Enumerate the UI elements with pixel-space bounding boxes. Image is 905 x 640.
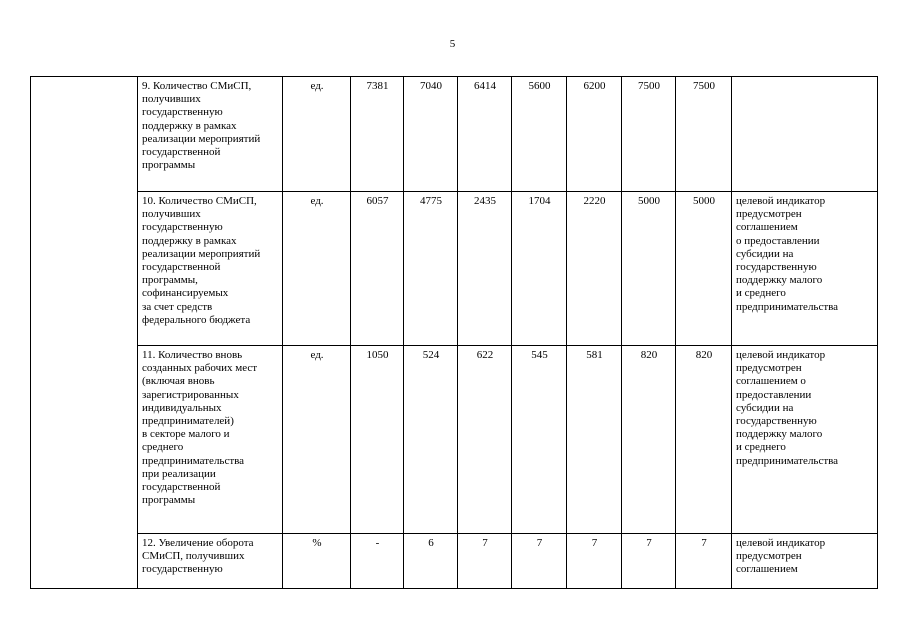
text-line: получивших — [142, 208, 201, 221]
indicator-name — [138, 534, 283, 589]
text-line: при реализации — [142, 467, 216, 480]
value-cell: 2220 — [567, 192, 622, 346]
text-line: предусмотрен — [736, 550, 802, 563]
text-line: предоставлении — [736, 388, 812, 401]
value-cell: 820 — [676, 346, 732, 534]
value-cell: 1704 — [512, 192, 567, 346]
text-line: софинансируемых — [142, 287, 229, 300]
value-cell: 5000 — [622, 192, 676, 346]
text-line: федерального бюджета — [142, 313, 251, 326]
text-line: за счет средств — [142, 300, 213, 313]
value-cell: 581 — [567, 346, 622, 534]
text-line: поддержку в рамках — [142, 234, 237, 247]
table-row — [31, 77, 878, 192]
text-line: поддержку малого — [736, 274, 823, 287]
text-line: соглашением — [736, 563, 798, 576]
text-line: предусмотрен — [736, 362, 802, 375]
unit-cell: ед. — [283, 192, 351, 346]
value-cell: 545 — [512, 346, 567, 534]
text-line: целевой индикатор — [736, 349, 826, 361]
text-line: предпринимательства — [736, 454, 839, 467]
text-line: целевой индикатор — [736, 537, 826, 549]
unit-cell: ед. — [283, 346, 351, 534]
value-cell: - — [351, 534, 404, 589]
text-line: соглашением о — [736, 375, 806, 388]
text-line: государственную — [142, 221, 223, 234]
text-line: программы — [142, 159, 196, 172]
text-line: программы, — [142, 274, 198, 287]
value-cell: 5600 — [512, 77, 567, 192]
text-line: 11. Количество вновь — [142, 349, 243, 361]
text-line: СМиСП, получивших — [142, 550, 245, 563]
value-cell: 6414 — [458, 77, 512, 192]
text-line: предпринимательства — [142, 454, 245, 467]
text-line: государственной — [142, 481, 221, 494]
note-cell — [732, 77, 878, 192]
text-line: и среднего — [736, 441, 786, 454]
indicator-name — [138, 346, 283, 534]
value-cell: 7 — [458, 534, 512, 589]
unit-cell: ед. — [283, 77, 351, 192]
indicator-name — [138, 77, 283, 192]
table-row — [31, 534, 878, 589]
note-cell — [732, 534, 878, 589]
text-line: получивших — [142, 93, 201, 106]
unit-cell: % — [283, 534, 351, 589]
text-line: государственную — [142, 563, 223, 576]
value-cell: 7381 — [351, 77, 404, 192]
text-line: поддержку в рамках — [142, 119, 237, 132]
text-line: реализации мероприятий — [142, 247, 261, 260]
value-cell: 5000 — [676, 192, 732, 346]
note-cell — [732, 346, 878, 534]
value-cell: 7 — [567, 534, 622, 589]
indicator-table — [30, 76, 878, 589]
value-cell: 7 — [512, 534, 567, 589]
page-number: 5 — [449, 38, 456, 50]
program-cell — [31, 77, 138, 589]
text-line: индивидуальных — [142, 401, 222, 414]
text-line: государственную — [736, 261, 817, 274]
text-line: целевой индикатор — [736, 195, 826, 207]
text-line: государственной — [142, 146, 221, 159]
note-cell — [732, 192, 878, 346]
text-line: и среднего — [736, 287, 786, 300]
text-line: предусмотрен — [736, 208, 802, 221]
text-line: субсидии на — [736, 247, 794, 260]
text-line: реализации мероприятий — [142, 132, 261, 145]
value-cell: 524 — [404, 346, 458, 534]
text-line: предпринимательства — [736, 300, 839, 313]
value-cell: 7 — [622, 534, 676, 589]
value-cell: 7040 — [404, 77, 458, 192]
text-line: 9. Количество СМиСП, — [142, 80, 252, 92]
text-line: зарегистрированных — [142, 388, 239, 401]
value-cell: 622 — [458, 346, 512, 534]
value-cell: 7 — [676, 534, 732, 589]
value-cell: 6200 — [567, 77, 622, 192]
value-cell: 6057 — [351, 192, 404, 346]
table-row — [31, 192, 878, 346]
text-line: государственную — [142, 106, 223, 119]
text-line: государственной — [142, 261, 221, 274]
indicator-name — [138, 192, 283, 346]
value-cell: 820 — [622, 346, 676, 534]
text-line: субсидии на — [736, 401, 794, 414]
text-line: среднего — [142, 441, 184, 454]
text-line: о предоставлении — [736, 234, 820, 247]
text-line: 10. Количество СМиСП, — [142, 195, 257, 207]
text-line: в секторе малого и — [142, 428, 230, 441]
text-line: соглашением — [736, 221, 798, 234]
value-cell: 1050 — [351, 346, 404, 534]
text-line: (включая вновь — [142, 375, 215, 388]
value-cell: 7500 — [676, 77, 732, 192]
value-cell: 6 — [404, 534, 458, 589]
text-line: созданных рабочих мест — [142, 362, 258, 375]
text-line: 12. Увеличение оборота — [142, 537, 254, 549]
text-line: поддержку малого — [736, 428, 823, 441]
table-row — [31, 346, 878, 534]
text-line: предпринимателей) — [142, 415, 234, 428]
value-cell: 4775 — [404, 192, 458, 346]
value-cell: 7500 — [622, 77, 676, 192]
value-cell: 2435 — [458, 192, 512, 346]
text-line: государственную — [736, 415, 817, 428]
text-line: программы — [142, 494, 196, 507]
